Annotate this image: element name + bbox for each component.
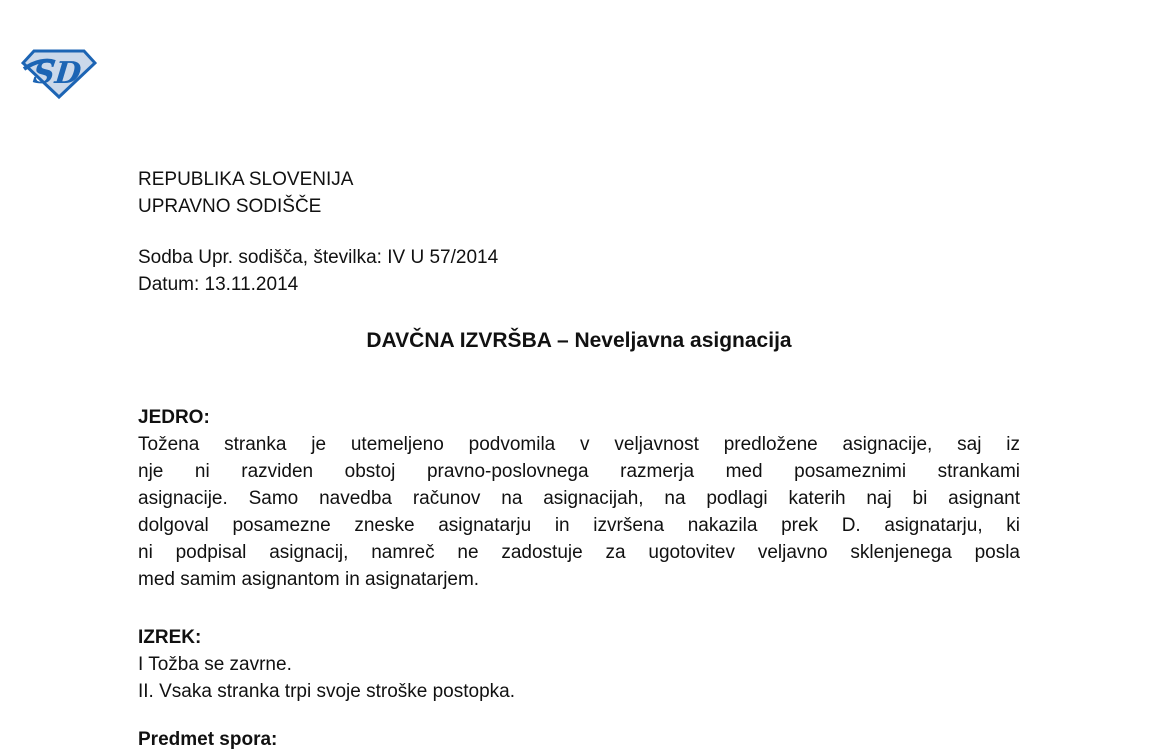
document-title: DAVČNA IZVRŠBA – Neveljavna asignacija [366, 329, 792, 352]
jedro-paragraph [138, 431, 1020, 593]
izrek-heading: IZREK: [138, 627, 202, 648]
paragraph-line: med samim asignantom in asignatarjem. [138, 569, 480, 590]
paragraph-line: Tožena stranka je utemeljeno podvomila v veljavnost predložene asignacije, saj iz [138, 434, 1020, 455]
izrek-point: II. Vsaka stranka trpi svoje stroške postopka. [138, 681, 516, 702]
izrek-point: I Tožba se zavrne. [138, 654, 292, 675]
case-date-line: Datum: 13.11.2014 [138, 274, 299, 295]
paragraph-line: nje ni razviden obstoj pravno-poslovnega razmerja med posameznimi strankami [138, 461, 1020, 482]
logo-letters: SD [31, 56, 83, 91]
paragraph-line: dolgoval posamezne zneske asignatarju in izvršena nakazila prek D. asignatarju, ki [138, 515, 1020, 536]
sd-shield-logo [21, 48, 97, 100]
case-meta [138, 244, 498, 298]
jedro-heading: JEDRO: [138, 407, 210, 428]
izrek-body [138, 651, 515, 705]
court-header [138, 166, 353, 220]
header-country: REPUBLIKA SLOVENIJA [138, 169, 354, 190]
sd-shield-logo-graphic [21, 48, 97, 100]
paragraph-line: ni podpisal asignacij, namreč ne zadostuje za ugotovitev veljavno sklenjenega posla [138, 542, 1020, 563]
case-number-line: Sodba Upr. sodišča, številka: IV U 57/2014 [138, 247, 499, 268]
header-court: UPRAVNO SODIŠČE [138, 196, 322, 217]
paragraph-line: asignacije. Samo navedba računov na asignacijah, na podlagi katerih naj bi asignant [138, 488, 1020, 509]
predmet-spora-heading: Predmet spora: [138, 729, 278, 750]
